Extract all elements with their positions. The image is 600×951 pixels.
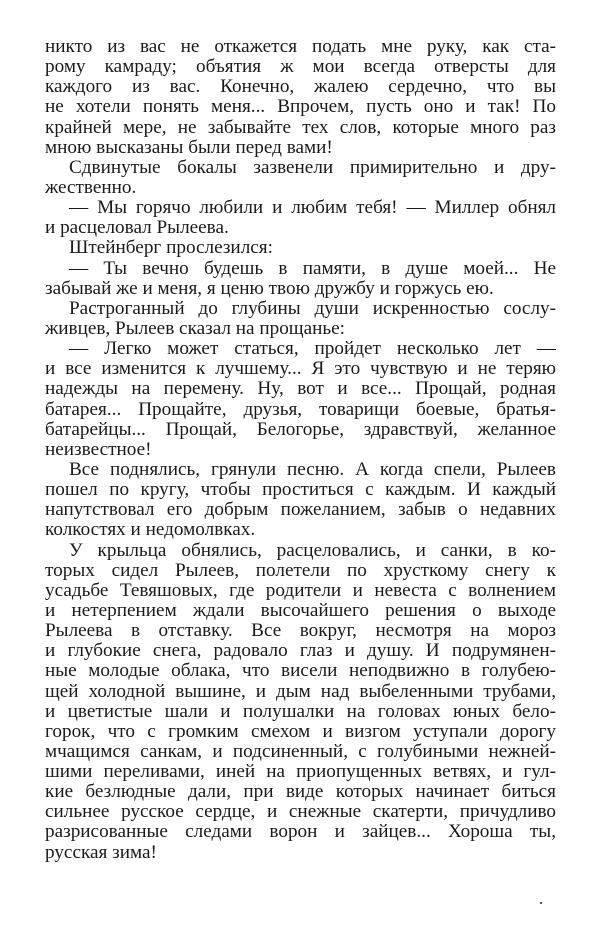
text-line: неизвестное! [45, 438, 152, 460]
text-line: У крыльца обнялись, расцеловались, и санки, в ко- [69, 539, 556, 561]
print-speck [540, 902, 542, 904]
text-line: русская зима! [45, 841, 157, 863]
text-line: надежды на перемену. Ну, вот и все... Прощай, родная [45, 378, 556, 400]
text-line: батарея... Прощайте, друзья, товарищи боевые, братья- [45, 398, 556, 420]
text-line: — Легко может статься, пройдет несколько лет — [69, 338, 556, 360]
text-line: рому камраду; объятия ж мои всегда отверсты для [45, 56, 556, 78]
text-line: усадьбе Тевяшовых, где родители и невеста с волнением [45, 579, 556, 601]
text-line: сильнее русское сердце, и снежные скатерти, причудливо [45, 801, 556, 823]
text-line: кие безлюдные дали, при виде которых начинает биться [45, 781, 556, 803]
text-line: и расцеловал Рылеева. [45, 217, 229, 239]
text-line: шими переливами, иней на приопущенных ветвях, и гул- [45, 761, 556, 783]
text-line: горок, что с громким смехом и визгом уступали дорогу [45, 720, 556, 742]
text-line: не хотели понять меня... Впрочем, пусть оно и так! По [45, 96, 556, 118]
text-line: Растроганный до глубины души искренностью сослу- [69, 297, 556, 319]
text-line: Все поднялись, грянули песню. А когда спели, Рылеев [69, 458, 556, 480]
text-line: мною высказаны были перед вами! [45, 136, 333, 158]
text-line: колкостях и недомолвках. [45, 519, 256, 541]
text-line: Штейнберг прослезился: [69, 237, 273, 259]
text-line: забывай же и меня, я ценю твою дружбу и горжусь ею. [45, 277, 494, 299]
text-line: и глубокие снега, радовало глаз и душу. И подрумянен- [45, 640, 556, 662]
text-line: и цветистые шали и полушалки на головах юных бело- [45, 700, 556, 722]
text-line: крайней мере, не забывайте тех слов, которые много раз [45, 116, 556, 138]
text-line: — Мы горячо любили и любим тебя! — Миллер обнял [69, 197, 556, 219]
text-line: Рылеева в отставку. Все вокруг, несмотря на мороз [45, 620, 556, 642]
text-line: разрисованные следами ворон и зайцев... Хороша ты, [45, 821, 556, 843]
text-line: мчащимся санкам, и подсиненный, с голубиными нежней- [45, 740, 556, 762]
text-line: торых сидел Рылеев, полетели по хрусткому снегу к [45, 559, 556, 581]
text-line: и все изменится к лучшему... Я это чувствую и не теряю [45, 358, 556, 380]
text-line: ные молодые облака, что висели неподвижно в голубею- [45, 660, 556, 682]
text-line: жественно. [45, 176, 137, 198]
text-line: Сдвинутые бокалы зазвенели примирительно и дру- [69, 156, 556, 178]
text-line: пошел по кругу, чтобы проститься с каждым. И каждый [45, 479, 556, 501]
text-line: живцев, Рылеев сказал на прощанье: [45, 317, 345, 339]
text-line: — Ты вечно будешь в памяти, в душе моей... Не [69, 257, 556, 279]
text-line: каждого из вас. Конечно, жалею сердечно, что вы [45, 76, 556, 98]
text-line: щей холодной вышине, и дым над выбеленными трубами, [45, 680, 556, 702]
text-line: никто из вас не откажется подать мне руку, как ста- [45, 36, 556, 57]
text-line: батарейцы... Прощай, Белогорье, здравствуй, желанное [45, 418, 556, 440]
book-page-text [45, 37, 556, 863]
text-line: и нетерпением ждали высочайшего решения о выходе [45, 599, 556, 621]
text-line: напутствовал его добрым пожеланием, забыв о недавних [45, 499, 556, 521]
